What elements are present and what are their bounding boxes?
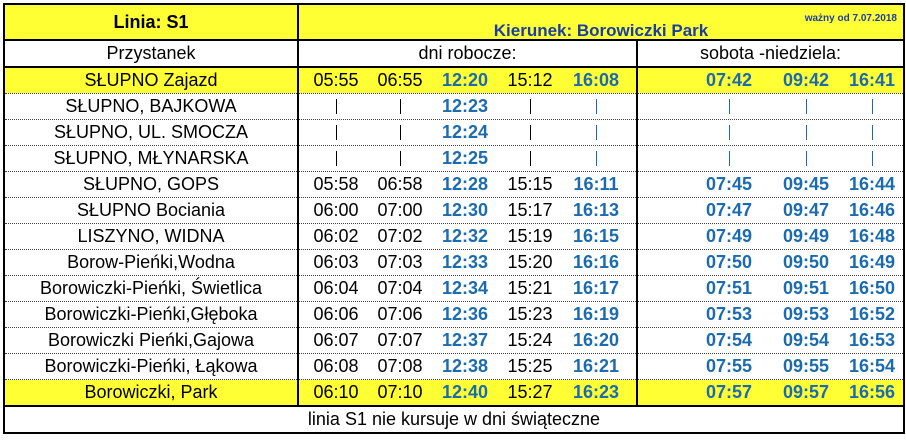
departure-time: 12:20 [441,70,489,90]
workdays-times [298,146,637,172]
departure-time: 05:55 [313,70,359,90]
weekend-times [637,120,904,146]
direction-title: Kierunek: Borowiczki Park [493,21,709,40]
departure-time: 07:51 [705,278,753,298]
departure-time: 16:52 [848,304,896,324]
departure-time: 16:11 [573,174,619,194]
departure-time: 06:03 [313,252,359,272]
departure-time: 07:57 [705,382,753,402]
workdays-times [298,250,637,276]
stop-row [4,302,904,328]
departure-time: 07:54 [705,330,753,350]
departure-time: 07:03 [377,252,423,272]
footer-note: linia S1 nie kursuje w dni świąteczne [4,406,904,433]
weekend-times [637,328,904,354]
departure-time: 16:50 [848,278,896,298]
no-stop-marker [872,125,873,140]
departure-time: 15:17 [507,200,553,220]
no-stop-marker [596,99,597,114]
departure-time: 15:12 [507,70,553,90]
workdays-times [298,198,637,224]
workdays-times [298,276,637,302]
valid-from-date: ważny od 7.07.2018 [804,13,897,24]
departure-time: 16:54 [848,356,896,376]
departure-time: 07:53 [705,304,753,324]
departure-time: 06:06 [313,304,359,324]
departure-time: 12:34 [441,278,489,298]
departure-time: 15:24 [507,330,553,350]
no-stop-marker [400,99,401,114]
stop-name: SŁUPNO, BAJKOWA [4,94,298,120]
departure-time: 16:49 [848,252,896,272]
weekend-times [637,67,904,94]
no-stop-marker [400,125,401,140]
stop-row [4,250,904,276]
stop-name: Borowiczki-Pieńki, Świetlica [4,276,298,302]
stop-row [4,198,904,224]
departure-time: 09:55 [782,356,830,376]
departure-time: 16:08 [572,70,620,90]
no-stop-marker [530,125,531,140]
no-stop-marker [806,99,807,114]
stop-row [4,354,904,380]
no-stop-marker [530,99,531,114]
workdays-times [298,354,637,380]
no-stop-marker [872,99,873,114]
stop-row [4,224,904,250]
no-stop-marker [530,151,531,166]
no-stop-marker [872,151,873,166]
stop-row [4,67,904,94]
departure-time: 16:41 [848,70,896,90]
stop-name: Borowiczki Pieńki,Gajowa [4,328,298,354]
departure-time: 09:54 [782,330,830,350]
stop-name: LISZYNO, WIDNA [4,224,298,250]
departure-time: 07:06 [377,304,423,324]
stop-row [4,146,904,172]
departure-time: 05:58 [313,174,359,194]
departure-time: 12:24 [441,122,489,142]
departure-time: 09:57 [782,382,830,402]
column-header-stop: Przystanek [4,40,298,67]
departure-time: 16:20 [572,330,620,350]
departure-time: 16:46 [848,200,896,220]
departure-time: 15:27 [507,382,553,402]
departure-time: 16:53 [848,330,896,350]
departure-time: 07:10 [377,382,423,402]
departure-time: 07:55 [705,356,753,376]
no-stop-marker [729,125,730,140]
departure-time: 09:49 [782,226,830,246]
departure-time: 15:23 [507,304,553,324]
workdays-times [298,120,637,146]
departure-time: 12:28 [441,174,489,194]
departure-time: 09:51 [782,278,830,298]
weekend-times [637,276,904,302]
departure-time: 16:56 [848,382,896,402]
departure-time: 09:47 [782,200,830,220]
stop-name: Borowiczki, Park [4,380,298,407]
weekend-times [637,380,904,407]
departure-time: 16:15 [572,226,620,246]
timetable [3,3,905,434]
weekend-times [637,198,904,224]
departure-time: 09:53 [782,304,830,324]
departure-time: 06:07 [313,330,359,350]
workdays-times [298,380,637,407]
departure-time: 12:40 [441,382,489,402]
departure-time: 16:48 [848,226,896,246]
weekend-times [637,302,904,328]
weekend-times [637,224,904,250]
workdays-times [298,94,637,120]
departure-time: 09:42 [782,70,830,90]
departure-time: 07:04 [377,278,423,298]
stop-name: SŁUPNO, UL. SMOCZA [4,120,298,146]
departure-time: 06:55 [377,70,423,90]
departure-time: 07:02 [377,226,423,246]
stop-name: SŁUPNO, MŁYNARSKA [4,146,298,172]
departure-time: 06:00 [313,200,359,220]
no-stop-marker [729,151,730,166]
stop-row [4,328,904,354]
no-stop-marker [596,151,597,166]
departure-time: 16:19 [572,304,620,324]
departure-time: 15:20 [507,252,553,272]
workdays-times [298,67,637,94]
no-stop-marker [596,125,597,140]
line-title: Linia: S1 [4,4,298,40]
stop-name: Borowiczki-Pieńki, Łąkowa [4,354,298,380]
departure-time: 12:32 [441,226,489,246]
no-stop-marker [336,151,337,166]
stop-row [4,120,904,146]
no-stop-marker [806,125,807,140]
weekend-times [637,146,904,172]
departure-time: 12:38 [441,356,489,376]
departure-time: 07:47 [705,200,753,220]
departure-time: 15:25 [507,356,553,376]
stop-name: Borow-Pieńki,Wodna [4,250,298,276]
stop-name: SŁUPNO Zajazd [4,67,298,94]
departure-time: 07:50 [705,252,753,272]
departure-time: 07:49 [705,226,753,246]
weekend-times [637,354,904,380]
departure-time: 15:21 [507,278,553,298]
departure-time: 16:17 [572,278,620,298]
stop-row [4,276,904,302]
departure-time: 16:16 [572,252,620,272]
departure-time: 09:45 [782,174,830,194]
weekend-times [637,94,904,120]
departure-time: 06:04 [313,278,359,298]
departure-time: 06:58 [377,174,423,194]
departure-time: 16:13 [572,200,620,220]
stop-row [4,172,904,198]
workdays-times [298,302,637,328]
stop-row [4,380,904,407]
no-stop-marker [806,151,807,166]
weekend-times [637,172,904,198]
no-stop-marker [400,151,401,166]
no-stop-marker [729,99,730,114]
departure-time: 07:08 [377,356,423,376]
departure-time: 16:21 [572,356,620,376]
no-stop-marker [336,99,337,114]
stop-name: SŁUPNO, GOPS [4,172,298,198]
column-header-workdays: dni robocze: [298,40,637,67]
departure-time: 07:07 [377,330,423,350]
departure-time: 15:19 [507,226,553,246]
footer-row [4,406,904,433]
stop-name: Borowiczki-Pieńki,Głęboka [4,302,298,328]
workdays-times [298,328,637,354]
workdays-times [298,172,637,198]
stop-row [4,94,904,120]
departure-time: 16:23 [572,382,620,402]
workdays-times [298,224,637,250]
stop-name: SŁUPNO Bociania [4,198,298,224]
departure-time: 07:45 [705,174,753,194]
departure-time: 12:25 [441,148,489,168]
weekend-times [637,250,904,276]
departure-time: 12:30 [441,200,489,220]
departure-time: 12:23 [441,96,489,116]
departure-time: 09:50 [782,252,830,272]
departure-time: 15:15 [507,174,553,194]
direction-header [298,4,904,40]
departure-time: 07:42 [705,70,753,90]
departure-time: 12:33 [441,252,489,272]
departure-time: 12:37 [441,330,489,350]
departure-time: 06:02 [313,226,359,246]
departure-time: 06:08 [313,356,359,376]
departure-time: 06:10 [313,382,359,402]
no-stop-marker [336,125,337,140]
column-header-weekend: sobota -niedziela: [637,40,904,67]
departure-time: 16:44 [848,174,896,194]
departure-time: 12:36 [441,304,489,324]
departure-time: 07:00 [377,200,423,220]
